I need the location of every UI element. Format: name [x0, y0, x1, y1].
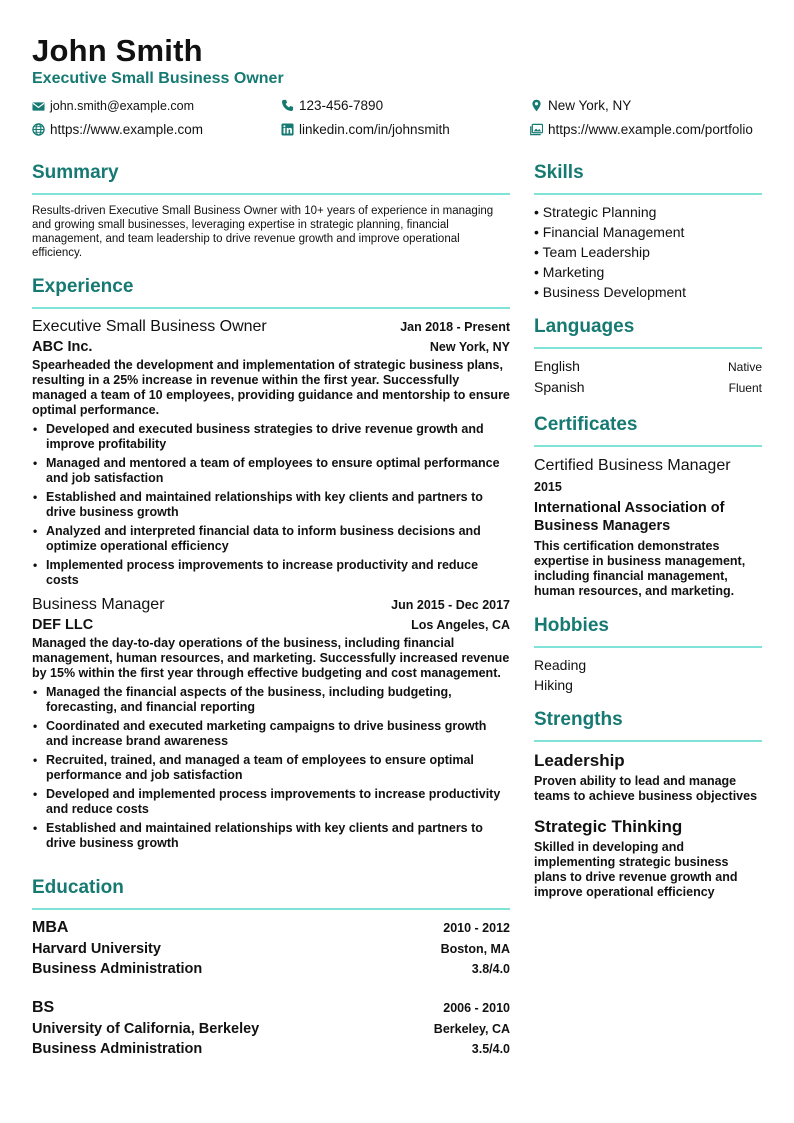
education-degree: MBA: [32, 919, 69, 936]
job-description: Spearheaded the development and implementation of strategic business plans, resulting in a 25% increase in revenue within the first year. Successfully managed a team of 10 employees, providing guidance and mentorship to ensure optimal performance.: [32, 358, 510, 417]
job-company: DEF LLC: [32, 617, 94, 633]
hobbies-heading: Hobbies: [534, 615, 609, 636]
job-bullet: • Developed and executed business strategies to drive revenue growth and improve profitability: [32, 422, 510, 452]
job-bullets: [32, 422, 510, 588]
certificate-entry: [534, 456, 762, 599]
contact-location: [530, 98, 631, 113]
job-location: Los Angeles, CA: [411, 618, 510, 632]
job-bullet: • Recruited, trained, and managed a team of employees to ensure optimal performance and job satisfaction: [32, 753, 510, 783]
education-gpa: 3.8/4.0: [471, 962, 510, 976]
candidate-name: John Smith: [32, 33, 203, 68]
certificate-name: Certified Business Manager: [534, 457, 731, 474]
hobby-item: Hiking: [534, 677, 573, 693]
languages-divider: [534, 347, 762, 349]
experience-heading: Experience: [32, 276, 134, 297]
job-bullet: • Established and maintained relationships with key clients and partners to drive business growth: [32, 490, 510, 520]
skill-item: • Strategic Planning: [534, 204, 657, 220]
job-date: Jan 2018 - Present: [400, 320, 510, 334]
job-description: Managed the day-to-day operations of the business, including financial management, human resources, and marketing. Successfully increased revenue by 15% within the first year through effective budgeting and cost management.: [32, 636, 510, 680]
education-location: Boston, MA: [440, 942, 510, 956]
email-text: john.smith@example.com: [50, 99, 194, 113]
skills-heading: Skills: [534, 162, 584, 183]
certificates-divider: [534, 445, 762, 447]
job-bullet: • Managed and mentored a team of employees to ensure optimal performance and job satisfaction: [32, 456, 510, 486]
contact-website[interactable]: [32, 122, 203, 137]
education-gpa: 3.5/4.0: [471, 1042, 510, 1056]
education-heading: Education: [32, 877, 124, 898]
job-date: Jun 2015 - Dec 2017: [391, 598, 510, 612]
language-name: Spanish: [534, 379, 585, 395]
education-field: Business Administration: [32, 961, 203, 977]
skill-item: • Financial Management: [534, 224, 685, 240]
language-level: Fluent: [728, 381, 762, 395]
portfolio-text: https://www.example.com/portfolio: [548, 122, 753, 137]
experience-divider: [32, 307, 510, 309]
linkedin-text: linkedin.com/in/johnsmith: [299, 122, 450, 137]
language-item: [534, 377, 762, 398]
education-date: 2006 - 2010: [443, 1001, 510, 1015]
education-entry-2: [32, 999, 510, 1057]
job-bullet: • Established and maintained relationships with key clients and partners to drive business growth: [32, 821, 510, 851]
certificate-description: This certification demonstrates expertise in business management, including financial management, human resources, and marketing.: [534, 539, 746, 598]
email-icon: [32, 100, 45, 113]
skills-divider: [534, 193, 762, 195]
candidate-role: Executive Small Business Owner: [32, 70, 284, 87]
summary-text: Results-driven Executive Small Business Owner with 10+ years of experience in managing and growing small businesses, leveraging expertise in strategic planning, financial management, and team leadership to drive revenue growth and improve operational efficiency.: [32, 205, 494, 259]
job-entry-2: [32, 596, 510, 855]
strengths-divider: [534, 740, 762, 742]
strength-title: Leadership: [534, 751, 625, 770]
education-date: 2010 - 2012: [443, 921, 510, 935]
contact-phone[interactable]: [281, 98, 383, 113]
portfolio-icon: [530, 123, 543, 136]
job-company: ABC Inc.: [32, 339, 93, 355]
certificate-issuer: International Association of Business Managers: [534, 500, 725, 534]
phone-icon: [281, 99, 294, 112]
languages-list: [534, 356, 762, 398]
job-entry-1: [32, 318, 510, 592]
language-name: English: [534, 358, 580, 374]
language-level: Native: [727, 360, 762, 374]
hobby-item: Reading: [534, 657, 587, 673]
location-pin-icon: [530, 99, 543, 112]
language-item: [534, 356, 762, 377]
linkedin-icon: [281, 123, 294, 136]
education-degree: BS: [32, 999, 55, 1016]
globe-icon: [32, 123, 45, 136]
education-field: Business Administration: [32, 1041, 203, 1057]
skill-item: • Team Leadership: [534, 244, 650, 260]
strength-entry-1: [534, 751, 762, 804]
education-entry-1: [32, 919, 510, 977]
website-text: https://www.example.com: [50, 122, 204, 137]
job-location: New York, NY: [429, 340, 510, 354]
phone-text: 123-456-7890: [299, 98, 384, 113]
job-bullet: • Coordinated and executed marketing campaigns to drive business growth and increase brand awareness: [32, 719, 510, 749]
certificates-heading: Certificates: [534, 414, 638, 435]
contact-portfolio[interactable]: [530, 122, 753, 137]
job-title: Executive Small Business Owner: [32, 318, 267, 335]
strength-description: Proven ability to lead and manage teams to achieve business objectives: [534, 774, 758, 803]
contact-email[interactable]: [32, 99, 194, 113]
summary-heading: Summary: [32, 162, 119, 183]
education-school: Harvard University: [32, 941, 161, 957]
job-bullets: [32, 685, 510, 851]
strength-entry-2: [534, 817, 762, 900]
skill-item: • Marketing: [534, 264, 605, 280]
hobbies-divider: [534, 646, 762, 648]
contact-linkedin[interactable]: [281, 122, 450, 137]
education-divider: [32, 908, 510, 910]
education-school: University of California, Berkeley: [32, 1021, 260, 1037]
job-bullet: • Developed and implemented process improvements to increase productivity and reduce costs: [32, 787, 510, 817]
summary-divider: [32, 193, 510, 195]
job-bullet: • Managed the financial aspects of the business, including budgeting, forecasting, and financial reporting: [32, 685, 510, 715]
skill-item: • Business Development: [534, 284, 686, 300]
hobbies-list: [534, 655, 762, 695]
job-bullet: • Implemented process improvements to increase productivity and reduce costs: [32, 558, 510, 588]
strengths-heading: Strengths: [534, 709, 623, 730]
certificate-year: 2015: [534, 480, 562, 494]
languages-heading: Languages: [534, 316, 635, 337]
strength-title: Strategic Thinking: [534, 817, 683, 836]
skills-list: [534, 202, 762, 302]
strength-description: Skilled in developing and implementing strategic business plans to drive revenue growth and improve operational efficiency: [534, 840, 738, 899]
education-location: Berkeley, CA: [433, 1022, 510, 1036]
location-text: New York, NY: [548, 98, 632, 113]
job-title: Business Manager: [32, 596, 165, 613]
job-bullet: • Analyzed and interpreted financial data to inform business decisions and optimize operational efficiency: [32, 524, 510, 554]
